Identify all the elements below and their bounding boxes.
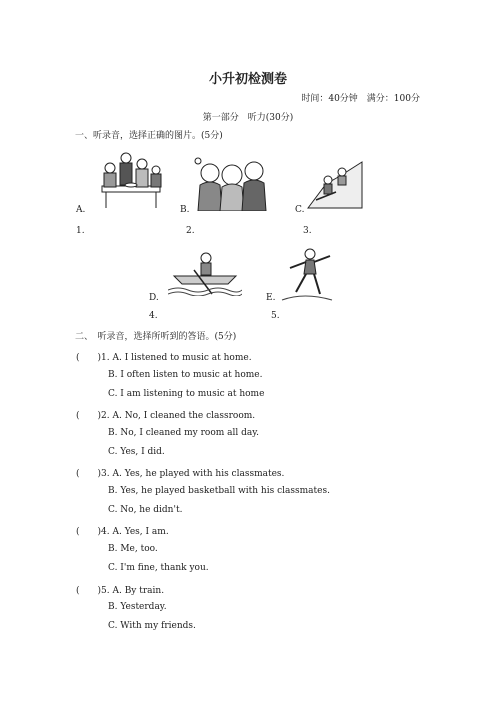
- picture-label-e: E.: [266, 293, 276, 303]
- question-3-stem: ( )3. A. Yes, he played with his classmates.: [76, 469, 285, 479]
- question-2-stem: ( )2. A. No, I cleaned the classroom.: [76, 411, 256, 421]
- picture-label-a: A.: [76, 205, 86, 215]
- question-4-option-c: C. I'm fine, thank you.: [108, 563, 209, 573]
- picture-label-d: D.: [149, 293, 159, 303]
- question-4-stem: ( )4. A. Yes, I am.: [76, 527, 169, 537]
- friends-talking-icon: [192, 155, 276, 211]
- section-2-heading: 二、 听录音，选择所听到的答语。(5分): [75, 332, 237, 342]
- question-2-option-c: C. Yes, I did.: [108, 447, 165, 457]
- family-dinner-icon: [96, 152, 166, 210]
- skiing-icon: [306, 158, 364, 210]
- blank-1[interactable]: 1.: [76, 226, 85, 236]
- blank-5[interactable]: 5.: [271, 311, 280, 321]
- question-5-stem: ( )5. A. By train.: [76, 586, 165, 596]
- part-heading: 第一部分 听力(30分): [202, 113, 294, 123]
- rowing-boat-icon: [168, 250, 242, 296]
- question-5-option-c: C. With my friends.: [108, 621, 196, 631]
- question-3-option-c: C. No, he didn't.: [108, 505, 183, 515]
- skating-icon: [280, 248, 334, 302]
- picture-label-b: B.: [180, 205, 190, 215]
- blank-3[interactable]: 3.: [303, 226, 312, 236]
- question-5-option-b: B. Yesterday.: [108, 602, 167, 612]
- question-4-option-b: B. Me, too.: [108, 544, 158, 554]
- picture-label-c: C.: [295, 205, 305, 215]
- question-1-stem: ( )1. A. I listened to music at home.: [76, 353, 252, 363]
- question-2-option-b: B. No, I cleaned my room all day.: [108, 428, 259, 438]
- blank-2[interactable]: 2.: [186, 226, 195, 236]
- blank-4[interactable]: 4.: [149, 311, 158, 321]
- question-1-option-b: B. I often listen to music at home.: [108, 370, 263, 380]
- page-title: 小升初检测卷: [208, 72, 287, 87]
- exam-meta: 时间：40分钟 满分：100分: [301, 94, 420, 104]
- section-1-heading: 一、听录音，选择正确的图片。(5分): [75, 131, 223, 141]
- question-3-option-b: B. Yes, he played basketball with his classmates.: [108, 486, 330, 496]
- question-1-option-c: C. I am listening to music at home: [108, 389, 265, 399]
